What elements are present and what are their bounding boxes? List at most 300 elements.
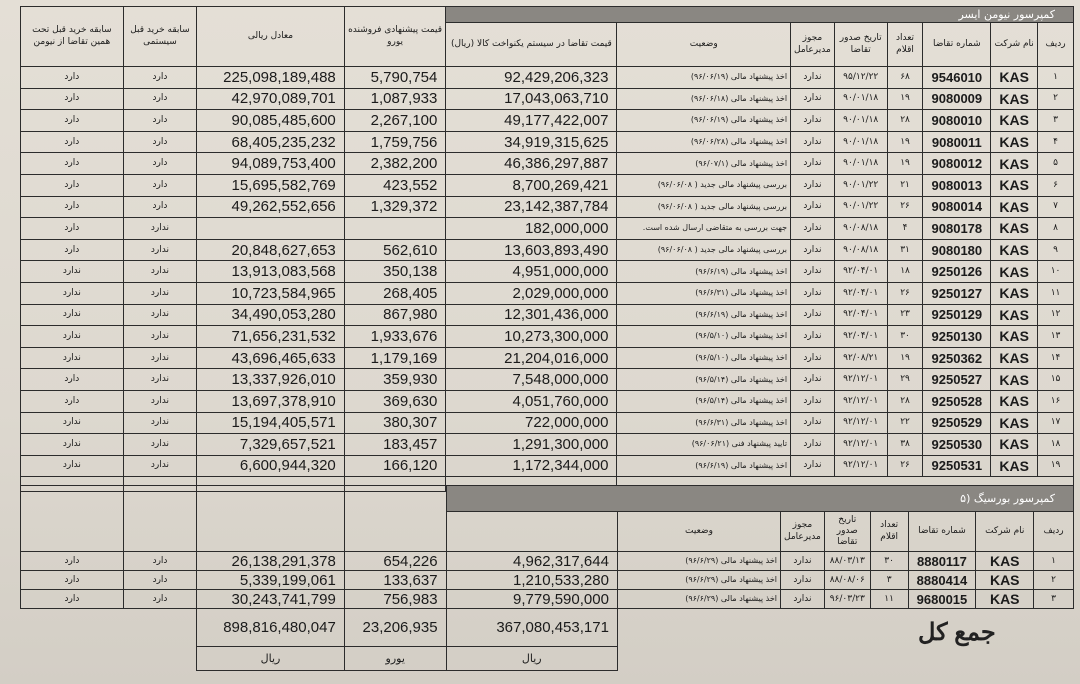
prior-request-cell: دارد [21, 239, 124, 261]
header-price-rial: قیمت تقاضا در سیستم یکنواخت کالا (ریال) [446, 23, 617, 67]
price-euro-cell: 369,630 [344, 390, 446, 412]
prior-purchase-cell: دارد [123, 196, 196, 218]
prior-request-cell: دارد [21, 552, 124, 571]
permit-cell: ندارد [791, 174, 835, 196]
permit-cell: ندارد [791, 67, 835, 89]
prior-request-cell: دارد [21, 369, 124, 391]
equiv-rial-cell: 7,329,657,521 [197, 434, 345, 456]
price-euro-cell: 423,552 [344, 174, 446, 196]
price-rial-cell: 8,700,269,421 [446, 174, 617, 196]
header-row: ردیف [1038, 23, 1074, 67]
prior-request-cell: دارد [21, 218, 124, 240]
request-no-cell: 9250528 [923, 390, 991, 412]
row-number-cell: ۲ [1034, 571, 1074, 590]
price-rial-cell: 9,779,590,000 [446, 590, 617, 609]
price-rial-cell: 92,429,206,323 [446, 67, 617, 89]
total-equiv-rial: 898,816,480,047 [197, 609, 345, 647]
permit-cell: ندارد [791, 304, 835, 326]
company-cell: KAS [991, 304, 1038, 326]
prior-purchase-cell: ندارد [123, 239, 196, 261]
table-row [21, 282, 1074, 304]
header-company: نام شرکت [976, 512, 1034, 552]
status-cell: اخذ پیشنهاد مالی (۹۶/۶/۲۹) [617, 552, 780, 571]
company-cell: KAS [991, 131, 1038, 153]
header-date: تاریخ صدور تقاضا [834, 23, 887, 67]
items-cell: ۲۸ [887, 390, 923, 412]
permit-cell: ندارد [791, 282, 835, 304]
date-cell: ۹۶/۰۳/۲۳ [824, 590, 870, 609]
price-rial-cell: 1,172,344,000 [446, 455, 617, 477]
date-cell: ۹۰/۰۱/۱۸ [834, 88, 887, 110]
status-cell: اخذ پیشنهاد مالی (۹۶/۶/۱۹) [617, 304, 791, 326]
equiv-rial-cell: 15,695,582,769 [197, 174, 345, 196]
items-cell: ۴ [887, 218, 923, 240]
row-number-cell: ۲ [1038, 88, 1074, 110]
header-request-no: شماره تقاضا [908, 512, 976, 552]
row-number-cell: ۱۰ [1038, 261, 1074, 283]
permit-cell: ندارد [791, 326, 835, 348]
total-price-euro-unit: یورو [344, 647, 446, 671]
request-no-cell: 9080014 [923, 196, 991, 218]
permit-cell: ندارد [791, 218, 835, 240]
price-rial-cell: 23,142,387,784 [446, 196, 617, 218]
company-cell: KAS [991, 326, 1038, 348]
equiv-rial-cell: 26,138,291,378 [197, 552, 345, 571]
price-euro-cell: 654,226 [344, 552, 446, 571]
prior-request-cell: ندارد [21, 434, 124, 456]
row-number-cell: ۱۵ [1038, 369, 1074, 391]
row-number-cell: ۱۹ [1038, 455, 1074, 477]
table-row [21, 369, 1074, 391]
price-rial-cell: 1,291,300,000 [446, 434, 617, 456]
equiv-rial-cell: 49,262,552,656 [197, 196, 345, 218]
date-cell: ۹۰/۰۱/۲۲ [834, 174, 887, 196]
totals-unit-row [21, 647, 1074, 671]
prior-purchase-cell: دارد [123, 552, 196, 571]
prior-purchase-cell: دارد [123, 590, 196, 609]
prior-request-cell: دارد [21, 174, 124, 196]
equiv-rial-cell: 13,337,926,010 [197, 369, 345, 391]
request-no-cell: 8880414 [908, 571, 976, 590]
price-euro-cell: 183,457 [344, 434, 446, 456]
date-cell: ۹۰/۰۱/۲۲ [834, 196, 887, 218]
totals-row [21, 609, 1074, 647]
prior-request-cell: ندارد [21, 347, 124, 369]
request-no-cell: 9080010 [923, 110, 991, 132]
status-cell: اخذ پیشنهاد مالی (۹۶/۰۶/۲۸) [617, 131, 791, 153]
status-cell: اخذ پیشنهاد مالی (۹۶/۶/۱۹) [617, 455, 791, 477]
header-row: ردیف [1034, 512, 1074, 552]
row-number-cell: ۱۲ [1038, 304, 1074, 326]
row-number-cell: ۱۷ [1038, 412, 1074, 434]
equiv-rial-cell: 13,697,378,910 [197, 390, 345, 412]
equiv-rial-cell [197, 218, 345, 240]
price-euro-cell: 133,637 [344, 571, 446, 590]
items-cell: ۱۹ [887, 153, 923, 175]
permit-cell: ندارد [781, 590, 825, 609]
price-euro-cell: 268,405 [344, 282, 446, 304]
request-no-cell: 9080180 [923, 239, 991, 261]
status-cell: بررسی پیشنهاد مالی جدید ( ۹۶/۰۶/۰۸) [617, 196, 791, 218]
status-cell: اخذ پیشنهاد مالی (۹۶/۶/۳۱) [617, 412, 791, 434]
prior-purchase-cell: ندارد [123, 304, 196, 326]
date-cell: ۹۲/۰۴/۰۱ [834, 326, 887, 348]
permit-cell: ندارد [781, 552, 825, 571]
status-cell: اخذ پیشنهاد مالی (۹۶/۶/۲۹) [617, 590, 780, 609]
price-euro-cell: 350,138 [344, 261, 446, 283]
row-number-cell: ۹ [1038, 239, 1074, 261]
prior-purchase-cell: دارد [123, 174, 196, 196]
table-row [21, 174, 1074, 196]
header-equiv-rial: معادل ریالی [197, 7, 345, 67]
price-rial-cell: 10,273,300,000 [446, 326, 617, 348]
row-number-cell: ۷ [1038, 196, 1074, 218]
price-euro-cell: 1,087,933 [344, 88, 446, 110]
grand-total-label: جمع کل [918, 619, 996, 646]
equiv-rial-cell: 5,339,199,061 [197, 571, 345, 590]
date-cell: ۹۰/۰۱/۱۸ [834, 153, 887, 175]
status-cell: اخذ پیشنهاد مالی (۹۶/۶/۱۹) [617, 261, 791, 283]
date-cell: ۹۰/۰۸/۱۸ [834, 239, 887, 261]
price-rial-cell: 7,548,000,000 [446, 369, 617, 391]
date-cell: ۹۲/۰۴/۰۱ [834, 282, 887, 304]
items-cell: ۳۱ [887, 239, 923, 261]
price-rial-cell: 1,210,533,280 [446, 571, 617, 590]
equiv-rial-cell: 15,194,405,571 [197, 412, 345, 434]
company-cell: KAS [991, 239, 1038, 261]
company-cell: KAS [976, 590, 1034, 609]
prior-request-cell: ندارد [21, 282, 124, 304]
table-row [21, 304, 1074, 326]
table-borsig [20, 485, 1074, 671]
company-cell: KAS [991, 67, 1038, 89]
items-cell: ۲۳ [887, 304, 923, 326]
items-cell: ۱۹ [887, 131, 923, 153]
header-prior-request: سابقه خرید قبل تحت همین تقاضا از نیومن [21, 7, 124, 67]
status-cell: اخذ پیشنهاد مالی (۹۶/۵/۱۰) [617, 347, 791, 369]
equiv-rial-cell: 94,089,753,400 [197, 153, 345, 175]
permit-cell: ندارد [791, 369, 835, 391]
date-cell: ۹۲/۱۲/۰۱ [834, 412, 887, 434]
section-title: کمپرسور نیومن ایسر [446, 7, 1074, 23]
status-cell: تایید پیشنهاد فنی (۹۶/۰۶/۲۱) [617, 434, 791, 456]
prior-request-cell: ندارد [21, 326, 124, 348]
request-no-cell: 9080178 [923, 218, 991, 240]
table-row [21, 67, 1074, 89]
status-cell: جهت بررسی به متقاضی ارسال شده است. [617, 218, 791, 240]
table-row [21, 455, 1074, 477]
prior-request-cell: دارد [21, 131, 124, 153]
request-no-cell: 9250531 [923, 455, 991, 477]
prior-purchase-cell: ندارد [123, 434, 196, 456]
date-cell: ۹۲/۰۸/۲۱ [834, 347, 887, 369]
company-cell: KAS [991, 455, 1038, 477]
request-no-cell: 9250529 [923, 412, 991, 434]
price-rial-cell: 34,919,315,625 [446, 131, 617, 153]
table-row [21, 590, 1074, 609]
table-newman-esser [20, 6, 1074, 492]
price-euro-cell: 1,933,676 [344, 326, 446, 348]
prior-purchase-cell: ندارد [123, 326, 196, 348]
equiv-rial-cell: 34,490,053,280 [197, 304, 345, 326]
table-row [21, 196, 1074, 218]
total-price-rial: 367,080,453,171 [446, 609, 617, 647]
status-cell: اخذ پیشنهاد مالی (۹۶/۵/۱۴) [617, 390, 791, 412]
table-row [21, 390, 1074, 412]
company-cell: KAS [991, 412, 1038, 434]
total-equiv-rial-unit: ریال [197, 647, 345, 671]
equiv-rial-cell: 10,723,584,965 [197, 282, 345, 304]
prior-request-cell: دارد [21, 196, 124, 218]
prior-request-cell: ندارد [21, 304, 124, 326]
date-cell: ۸۸/۰۳/۱۳ [824, 552, 870, 571]
company-cell: KAS [991, 174, 1038, 196]
prior-request-cell: دارد [21, 110, 124, 132]
company-cell: KAS [991, 110, 1038, 132]
status-cell: بررسی پیشنهاد مالی جدید ( ۹۶/۰۶/۰۸) [617, 174, 791, 196]
row-number-cell: ۱۱ [1038, 282, 1074, 304]
company-cell: KAS [976, 571, 1034, 590]
price-rial-cell: 182,000,000 [446, 218, 617, 240]
section-title: ۵) کمپرسور بورسیگ [446, 486, 1073, 512]
request-no-cell: 9080012 [923, 153, 991, 175]
request-no-cell: 9250130 [923, 326, 991, 348]
prior-purchase-cell: ندارد [123, 347, 196, 369]
equiv-rial-cell: 225,098,189,488 [197, 67, 345, 89]
items-cell: ۱۸ [887, 261, 923, 283]
company-cell: KAS [991, 153, 1038, 175]
status-cell: اخذ پیشنهاد مالی (۹۶/۰۶/۱۹) [617, 110, 791, 132]
permit-cell: ندارد [791, 347, 835, 369]
items-cell: ۱۹ [887, 347, 923, 369]
table-row [21, 110, 1074, 132]
company-cell: KAS [991, 282, 1038, 304]
permit-cell: ندارد [791, 412, 835, 434]
price-euro-cell: 380,307 [344, 412, 446, 434]
table-row [21, 347, 1074, 369]
row-number-cell: ۵ [1038, 153, 1074, 175]
price-rial-cell: 46,386,297,887 [446, 153, 617, 175]
request-no-cell: 9546010 [923, 67, 991, 89]
date-cell: ۸۸/۰۸/۰۶ [824, 571, 870, 590]
items-cell: ۳۰ [870, 552, 908, 571]
equiv-rial-cell: 68,405,235,232 [197, 131, 345, 153]
price-rial-cell: 17,043,063,710 [446, 88, 617, 110]
price-euro-cell: 1,179,169 [344, 347, 446, 369]
header-prior-purchase: سابقه خرید قبل سیستمی [123, 7, 196, 67]
price-rial-cell: 21,204,016,000 [446, 347, 617, 369]
equiv-rial-cell: 20,848,627,653 [197, 239, 345, 261]
equiv-rial-cell: 90,085,485,600 [197, 110, 345, 132]
header-price-euro: قیمت پیشنهادی فروشنده یورو [344, 7, 446, 67]
price-euro-cell: 166,120 [344, 455, 446, 477]
header-date: تاریخ صدور تقاضا [824, 512, 870, 552]
header-permit: مجوز مدیرعامل [791, 23, 835, 67]
price-euro-cell: 2,267,100 [344, 110, 446, 132]
prior-purchase-cell: دارد [123, 571, 196, 590]
items-cell: ۲۲ [887, 412, 923, 434]
row-number-cell: ۳ [1038, 110, 1074, 132]
status-cell: اخذ پیشنهاد مالی (۹۶/۵/۱۴) [617, 369, 791, 391]
permit-cell: ندارد [791, 153, 835, 175]
permit-cell: ندارد [791, 455, 835, 477]
date-cell: ۹۲/۱۲/۰۱ [834, 434, 887, 456]
status-cell: اخذ پیشنهاد مالی (۹۶/۰۷/۱) [617, 153, 791, 175]
equiv-rial-cell: 43,696,465,633 [197, 347, 345, 369]
items-cell: ۶۸ [887, 67, 923, 89]
request-no-cell: 9250530 [923, 434, 991, 456]
status-cell: اخذ پیشنهاد مالی (۹۶/۶/۳۱) [617, 282, 791, 304]
table-row [21, 131, 1074, 153]
items-cell: ۱۹ [887, 88, 923, 110]
request-no-cell: 9250362 [923, 347, 991, 369]
permit-cell: ندارد [781, 571, 825, 590]
row-number-cell: ۴ [1038, 131, 1074, 153]
total-price-euro: 23,206,935 [344, 609, 446, 647]
date-cell: ۹۲/۰۴/۰۱ [834, 304, 887, 326]
row-number-cell: ۱۶ [1038, 390, 1074, 412]
items-cell: ۲۸ [887, 110, 923, 132]
table-row [21, 88, 1074, 110]
prior-purchase-cell: ندارد [123, 455, 196, 477]
row-number-cell: ۱ [1034, 552, 1074, 571]
prior-request-cell: دارد [21, 590, 124, 609]
permit-cell: ندارد [791, 110, 835, 132]
price-rial-cell: 4,951,000,000 [446, 261, 617, 283]
request-no-cell: 9250527 [923, 369, 991, 391]
prior-request-cell: ندارد [21, 412, 124, 434]
items-cell: ۱۱ [870, 590, 908, 609]
row-number-cell: ۱۸ [1038, 434, 1074, 456]
equiv-rial-cell: 6,600,944,320 [197, 455, 345, 477]
company-cell: KAS [991, 347, 1038, 369]
date-cell: ۹۲/۱۲/۰۱ [834, 369, 887, 391]
prior-purchase-cell: ندارد [123, 390, 196, 412]
prior-purchase-cell: ندارد [123, 218, 196, 240]
table-row [21, 218, 1074, 240]
prior-purchase-cell: ندارد [123, 412, 196, 434]
price-rial-cell: 13,603,893,490 [446, 239, 617, 261]
price-euro-cell: 756,983 [344, 590, 446, 609]
price-euro-cell: 2,382,200 [344, 153, 446, 175]
date-cell: ۹۰/۰۸/۱۸ [834, 218, 887, 240]
table-row [21, 434, 1074, 456]
prior-purchase-cell: ندارد [123, 282, 196, 304]
request-no-cell: 9250126 [923, 261, 991, 283]
price-euro-cell [344, 218, 446, 240]
company-cell: KAS [991, 369, 1038, 391]
price-rial-cell: 49,177,422,007 [446, 110, 617, 132]
table-row [21, 326, 1074, 348]
prior-request-cell: دارد [21, 67, 124, 89]
header-items: تعداد اقلام [887, 23, 923, 67]
date-cell: ۹۰/۰۱/۱۸ [834, 110, 887, 132]
prior-request-cell: دارد [21, 390, 124, 412]
permit-cell: ندارد [791, 390, 835, 412]
status-cell: اخذ پیشنهاد مالی (۹۶/۰۶/۱۸) [617, 88, 791, 110]
date-cell: ۹۰/۰۱/۱۸ [834, 131, 887, 153]
price-euro-cell: 1,759,756 [344, 131, 446, 153]
prior-purchase-cell: دارد [123, 110, 196, 132]
prior-request-cell: ندارد [21, 455, 124, 477]
items-cell: ۳ [870, 571, 908, 590]
request-no-cell: 9080011 [923, 131, 991, 153]
prior-purchase-cell: ندارد [123, 369, 196, 391]
items-cell: ۲۶ [887, 455, 923, 477]
header-status: وضعیت [617, 23, 791, 67]
permit-cell: ندارد [791, 261, 835, 283]
table-row [21, 239, 1074, 261]
status-cell: اخذ پیشنهاد مالی (۹۶/۶/۲۹) [617, 571, 780, 590]
company-cell: KAS [976, 552, 1034, 571]
permit-cell: ندارد [791, 434, 835, 456]
prior-request-cell: دارد [21, 571, 124, 590]
equiv-rial-cell: 13,913,083,568 [197, 261, 345, 283]
table-body [21, 552, 1074, 609]
request-no-cell: 9250129 [923, 304, 991, 326]
equiv-rial-cell: 42,970,089,701 [197, 88, 345, 110]
date-cell: ۹۲/۰۴/۰۱ [834, 261, 887, 283]
items-cell: ۲۹ [887, 369, 923, 391]
price-euro-cell: 867,980 [344, 304, 446, 326]
items-cell: ۲۶ [887, 196, 923, 218]
prior-request-cell: دارد [21, 153, 124, 175]
price-rial-cell: 2,029,000,000 [446, 282, 617, 304]
items-cell: ۳۰ [887, 326, 923, 348]
company-cell: KAS [991, 218, 1038, 240]
status-cell: اخذ پیشنهاد مالی (۹۶/۰۶/۱۹) [617, 67, 791, 89]
row-number-cell: ۱۴ [1038, 347, 1074, 369]
permit-cell: ندارد [791, 239, 835, 261]
table-body [21, 67, 1074, 477]
prior-request-cell: دارد [21, 88, 124, 110]
company-cell: KAS [991, 196, 1038, 218]
company-cell: KAS [991, 390, 1038, 412]
total-price-rial-unit: ریال [446, 647, 617, 671]
date-cell: ۹۵/۱۲/۲۲ [834, 67, 887, 89]
table-row [21, 261, 1074, 283]
row-number-cell: ۱ [1038, 67, 1074, 89]
prior-purchase-cell: دارد [123, 153, 196, 175]
price-euro-cell: 359,930 [344, 369, 446, 391]
table-row [21, 571, 1074, 590]
price-rial-cell: 4,962,317,644 [446, 552, 617, 571]
request-no-cell: 9080013 [923, 174, 991, 196]
price-euro-cell: 5,790,754 [344, 67, 446, 89]
header-request-no: شماره تقاضا [923, 23, 991, 67]
price-rial-cell: 4,051,760,000 [446, 390, 617, 412]
row-number-cell: ۱۳ [1038, 326, 1074, 348]
status-cell: بررسی پیشنهاد مالی جدید ( ۹۶/۰۶/۰۸) [617, 239, 791, 261]
row-number-cell: ۳ [1034, 590, 1074, 609]
status-cell: اخذ پیشنهاد مالی (۹۶/۵/۱۰) [617, 326, 791, 348]
request-no-cell: 9680015 [908, 590, 976, 609]
price-euro-cell: 1,329,372 [344, 196, 446, 218]
header-status: وضعیت [617, 512, 780, 552]
price-rial-cell: 12,301,436,000 [446, 304, 617, 326]
items-cell: ۳۸ [887, 434, 923, 456]
permit-cell: ندارد [791, 196, 835, 218]
price-rial-cell: 722,000,000 [446, 412, 617, 434]
header-permit: مجوز مدیرعامل [781, 512, 825, 552]
prior-purchase-cell: ندارد [123, 261, 196, 283]
row-number-cell: ۸ [1038, 218, 1074, 240]
permit-cell: ندارد [791, 131, 835, 153]
company-cell: KAS [991, 261, 1038, 283]
prior-purchase-cell: دارد [123, 67, 196, 89]
header-company: نام شرکت [991, 23, 1038, 67]
request-no-cell: 9080009 [923, 88, 991, 110]
